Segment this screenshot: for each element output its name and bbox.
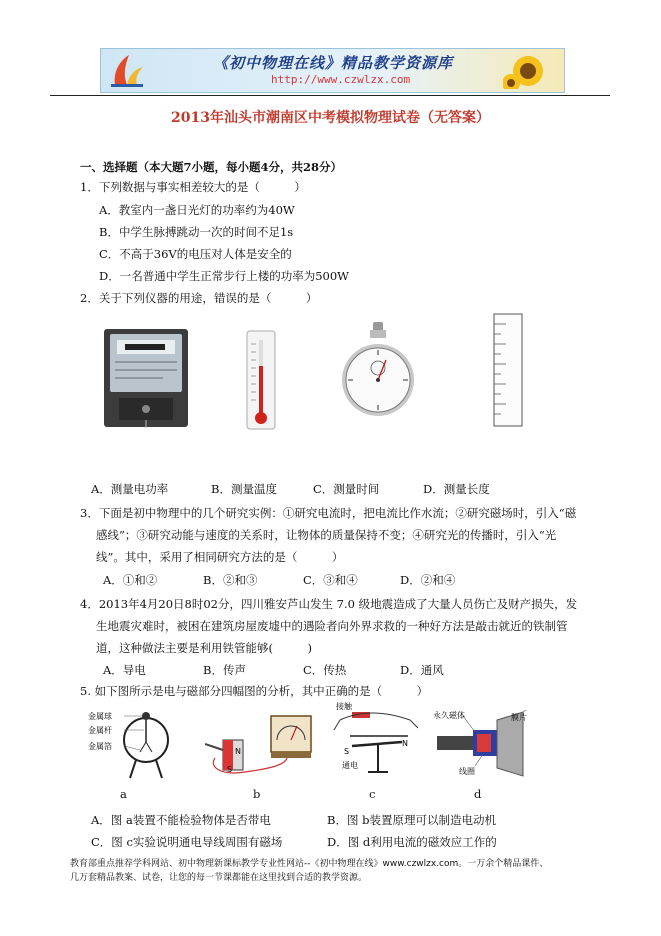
stopwatch-image bbox=[340, 320, 416, 430]
fig-d-label-diaphragm: 膜片 bbox=[511, 713, 527, 722]
q4-option-b: B．传声 bbox=[203, 663, 246, 677]
q2-option-c: C．测量时间 bbox=[313, 482, 380, 496]
q1-option-a: A．教室内一盏日光灯的功率约为40W bbox=[99, 203, 295, 217]
question-5-stem: 5. 如下图所示是电与磁部分四幅图的分析，其中正确的是（ ） bbox=[80, 684, 429, 698]
q5-option-b: B．图 b装置原理可以制造电动机 bbox=[327, 813, 496, 827]
question-4-line-3: 道，这种做法主要是利用铁管能够( ) bbox=[96, 641, 312, 655]
footer-line-2: 几万套精品教案、试卷，让您的每一节课都能在这里找到合适的教学资源。 bbox=[70, 873, 368, 883]
fig-c-label-current: 通电 bbox=[342, 761, 358, 770]
figure-b-generator bbox=[205, 710, 315, 785]
fig-b-pole-n: N bbox=[235, 747, 241, 756]
fig-a-label-foil: 金属箔 bbox=[88, 742, 112, 751]
figure-label-a: a bbox=[120, 787, 127, 801]
q2-option-a: A．测量电功率 bbox=[91, 482, 169, 496]
figure-d-speaker bbox=[433, 710, 553, 785]
ruler-image bbox=[490, 312, 526, 428]
figure-label-d: d bbox=[474, 787, 482, 801]
section-heading: 一、选择题（本大题7小题，每小题4分，共28分） bbox=[80, 160, 343, 174]
question-4-line-1: 4．2013年4月20日8时02分，四川雅安芦山发生 7.0 级地震造成了大量人员伤亡及财产损失，发 bbox=[80, 597, 578, 611]
q2-option-b: B．测量温度 bbox=[211, 482, 277, 496]
question-3-line-3: 线”。其中，采用了相同研究方法的是（ ） bbox=[96, 550, 344, 564]
footer-line-1: 教育部重点推荐学科网站、初中物理新课标教学专业性网站--《初中物理在线》www.czwlzx.com。一万余个精品课件、 bbox=[70, 859, 549, 869]
figure-label-c: c bbox=[369, 787, 376, 801]
fig-d-label-magnet: 永久磁体 bbox=[433, 711, 465, 720]
q3-option-c: C．③和④ bbox=[303, 573, 358, 587]
sunflower-icon bbox=[503, 53, 553, 89]
figure-a-electroscope bbox=[88, 706, 178, 786]
q5-option-c: C．图 c实验说明通电导线周围有磁场 bbox=[91, 835, 283, 849]
fig-b-pole-s: S bbox=[227, 765, 233, 774]
fig-a-label-rod: 金属杆 bbox=[88, 726, 112, 735]
q3-option-d: D．②和④ bbox=[400, 573, 456, 587]
q5-option-a: A．图 a装置不能检验物体是否带电 bbox=[91, 813, 271, 827]
figure-c-oersted bbox=[330, 700, 430, 780]
fig-a-label-ball: 金属球 bbox=[88, 712, 112, 721]
electricity-meter-image bbox=[103, 328, 189, 428]
banner-title: 《初中物理在线》精品教学资源库 bbox=[213, 54, 454, 72]
q1-option-c: C．不高于36V的电压对人体是安全的 bbox=[99, 247, 292, 261]
question-2-stem: 2．关于下列仪器的用途，错误的是（ ） bbox=[80, 291, 318, 305]
site-banner bbox=[100, 48, 565, 93]
banner-url[interactable]: http://www.czwlzx.com bbox=[271, 73, 411, 86]
q3-option-a: A．①和② bbox=[103, 573, 158, 587]
q4-option-a: A．导电 bbox=[103, 663, 146, 677]
q1-option-b: B．中学生脉搏跳动一次的时间不足1s bbox=[99, 225, 294, 239]
thermometer-image bbox=[245, 330, 277, 430]
document-title: 2013年汕头市潮南区中考模拟物理试卷（无答案） bbox=[171, 110, 490, 126]
question-4-line-2: 生地震灾难时，被困在建筑房屋废墟中的遇险者向外界求救的一种好方法是敲击就近的铁制管 bbox=[96, 619, 568, 633]
fig-d-label-coil: 线圈 bbox=[459, 767, 475, 776]
q4-option-d: D．通风 bbox=[400, 663, 444, 677]
figure-label-b: b bbox=[253, 787, 261, 801]
q4-option-c: C．传热 bbox=[303, 663, 347, 677]
site-logo-icon bbox=[107, 51, 147, 89]
fig-c-label-contact: 接触 bbox=[336, 702, 352, 711]
question-3-line-2: 感线”；③研究动能与速度的关系时，让物体的质量保持不变；④研究光的传播时，引入“光 bbox=[96, 528, 557, 542]
header-divider bbox=[50, 95, 610, 96]
q2-option-d: D．测量长度 bbox=[423, 482, 490, 496]
question-1-stem: 1．下列数据与事实相差较大的是（ ） bbox=[80, 180, 306, 194]
fig-c-label-s: S bbox=[344, 747, 350, 756]
q1-option-d: D．一名普通中学生正常步行上楼的功率为500W bbox=[99, 269, 349, 283]
q5-option-d: D．图 d利用电流的磁效应工作的 bbox=[327, 835, 497, 849]
fig-c-label-n: N bbox=[402, 739, 408, 748]
question-3-line-1: 3．下面是初中物理中的几个研究实例：①研究电流时，把电流比作水流；②研究磁场时，引入“磁 bbox=[80, 506, 577, 520]
q3-option-b: B．②和③ bbox=[203, 573, 258, 587]
